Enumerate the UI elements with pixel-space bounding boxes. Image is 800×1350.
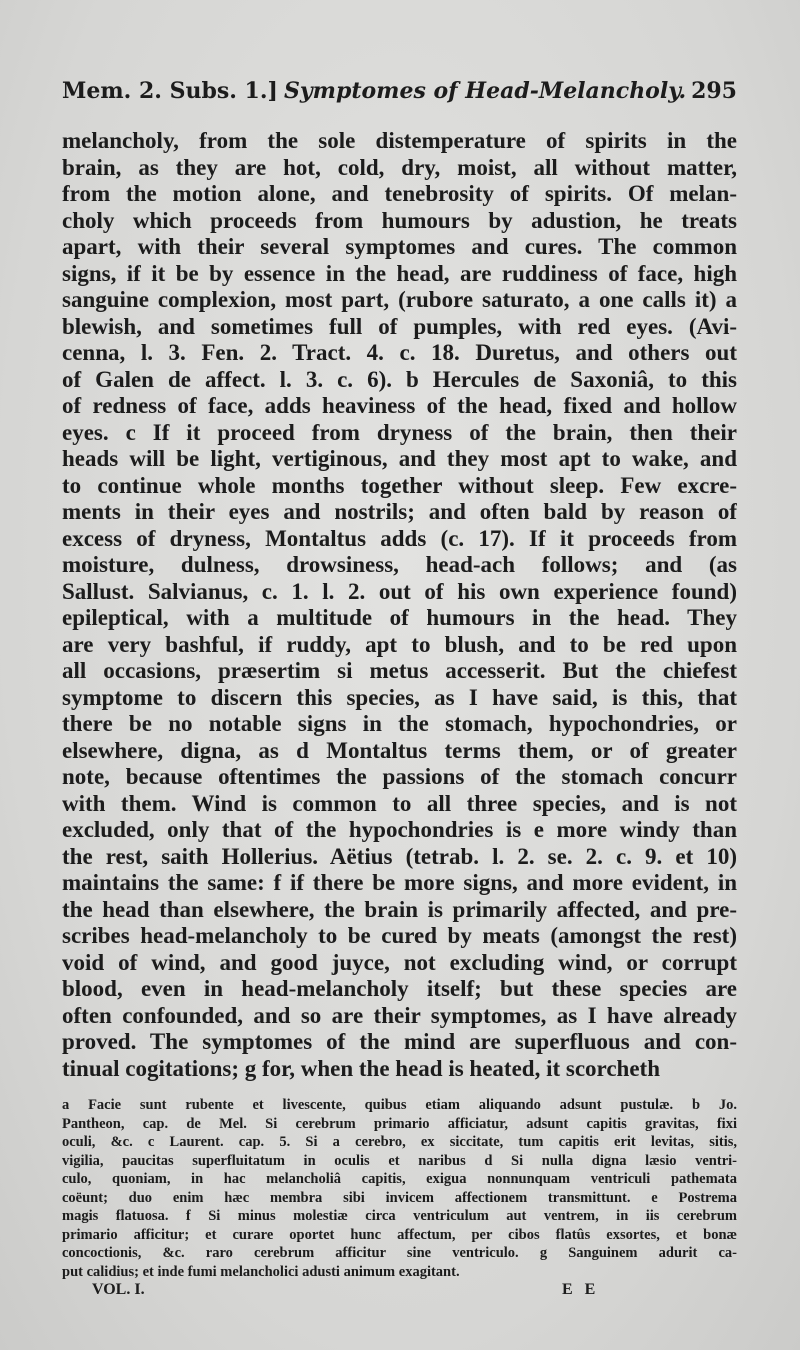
body-line: are very bashful, if ruddy, apt to blush, and to be red upon	[62, 631, 737, 657]
body-line: note, because oftentimes the passions of the stomach concurr	[62, 764, 737, 789]
footnote-line: vigilia, paucitas superfluitatum in oculis et naribus d Si nulla digna læsio ventri-	[62, 1152, 737, 1169]
footnote-line: oculi, &c. c Laurent. cap. 5. Si a cerebro, ex siccitate, tum capitis erit levitas, sitis,	[62, 1134, 737, 1150]
body-line: Sallust. Salvianus, c. 1. l. 2. out of his own experience found)	[62, 578, 737, 604]
footnote-line: Pantheon, cap. de Mel. Si cerebrum primario afficiatur, adsunt capitis gravitas, fixi	[62, 1115, 737, 1132]
signature-line	[92, 1281, 612, 1305]
body-line: all occasions, præsertim si metus accesserit. But the chiefest	[62, 658, 737, 683]
body-line: the rest, saith Hollerius. Aëtius (tetrab. l. 2. se. 2. c. 9. et 10)	[62, 843, 737, 869]
footnote-line: put calidius; et inde fumi melancholici adusti animum exagitant.	[62, 1263, 460, 1280]
footnote-line: primario afficitur; et curare oportet hunc affectum, per cibos flatûs exsortes, et bonæ	[62, 1226, 737, 1243]
body-line: elsewhere, digna, as d Montaltus terms them, or of greater	[62, 737, 737, 763]
page-number: 295	[691, 78, 737, 104]
body-line: proved. The symptomes of the mind are superfluous and con-	[62, 1029, 737, 1054]
body-line: excluded, only that of the hypochondries is e more windy than	[62, 817, 737, 842]
body-line: epileptical, with a multitude of humours in the head. They	[62, 605, 737, 630]
body-line: the head than elsewhere, the brain is primarily affected, and pre-	[62, 896, 737, 922]
body-line: apart, with their several symptomes and cures. The common	[62, 234, 737, 259]
body-line: often confounded, and so are their symptomes, as I have already	[62, 1002, 737, 1028]
body-line: ments in their eyes and nostrils; and often bald by reason of	[62, 499, 737, 524]
header-section-ref: Mem. 2. Subs. 1.]	[62, 78, 278, 104]
body-line: moisture, dulness, drowsiness, head-ach follows; and (as	[62, 552, 737, 577]
body-line: tinual cogitations; g for, when the head is heated, it scorcheth	[62, 1055, 660, 1081]
body-line: eyes. c If it proceed from dryness of the brain, then their	[62, 419, 737, 445]
footnotes	[62, 1096, 737, 1281]
body-line: blood, even in head-melancholy itself; but these species are	[62, 976, 737, 1001]
body-line: maintains the same: f if there be more signs, and more evident, in	[62, 870, 737, 895]
body-line: scribes head-melancholy to be cured by meats (amongst the rest)	[62, 923, 737, 948]
footnote-line: a Facie sunt rubente et livescente, quibus etiam aliquando adsunt pustulæ. b Jo.	[62, 1097, 737, 1113]
body-line: blewish, and sometimes full of pumples, with red eyes. (Avi-	[62, 313, 737, 339]
body-line: of redness of face, adds heaviness of the head, fixed and hollow	[62, 393, 737, 418]
footnote-line: magis flatuosa. f Si minus molestiæ circa ventriculum aut ventrem, in iis cerebrum	[62, 1208, 737, 1224]
body-line: cenna, l. 3. Fen. 2. Tract. 4. c. 18. Duretus, and others out	[62, 340, 737, 365]
body-line: void of wind, and good juyce, not excluding wind, or corrupt	[62, 949, 737, 975]
body-line: heads will be light, vertiginous, and they most apt to wake, and	[62, 446, 737, 471]
running-header	[62, 78, 737, 114]
body-line: excess of dryness, Montaltus adds (c. 17). If it proceeds from	[62, 525, 737, 551]
footnote-line: concoctionis, &c. raro cerebrum afficitur sine ventriculo. g Sanguinem adurit ca-	[62, 1245, 737, 1261]
body-line: from the motion alone, and tenebrosity of spirits. Of melan-	[62, 181, 737, 206]
body-line: of Galen de affect. l. 3. c. 6). b Hercules de Saxoniâ, to this	[62, 366, 737, 392]
signature-mark: E E	[562, 1281, 600, 1298]
body-line: signs, if it be by essence in the head, are ruddiness of face, high	[62, 260, 737, 286]
body-line: choly which proceeds from humours by adustion, he treats	[62, 207, 737, 233]
volume-label: VOL. I.	[92, 1281, 145, 1298]
footnote-line: coëunt; duo enim hæc membra sibi invicem affectionem transmittunt. e Postrema	[62, 1189, 737, 1206]
body-line: there be no notable signs in the stomach, hypochondries, or	[62, 711, 737, 736]
header-title: Symptomes of Head-Melancholy.	[284, 78, 687, 104]
body-text	[62, 128, 737, 1082]
body-line: brain, as they are hot, cold, dry, moist, all without matter,	[62, 154, 737, 180]
footnote-line: culo, quoniam, in hac melancholiâ capitis, exigua nonnunquam ventriculi pathemata	[62, 1171, 737, 1187]
body-line: sanguine complexion, most part, (rubore saturato, a one calls it) a	[62, 287, 737, 312]
body-line: to continue whole months together without sleep. Few excre-	[62, 472, 737, 498]
body-line: with them. Wind is common to all three species, and is not	[62, 790, 737, 816]
body-line: symptome to discern this species, as I have said, is this, that	[62, 684, 737, 710]
body-line: melancholy, from the sole distemperature of spirits in the	[62, 128, 737, 153]
